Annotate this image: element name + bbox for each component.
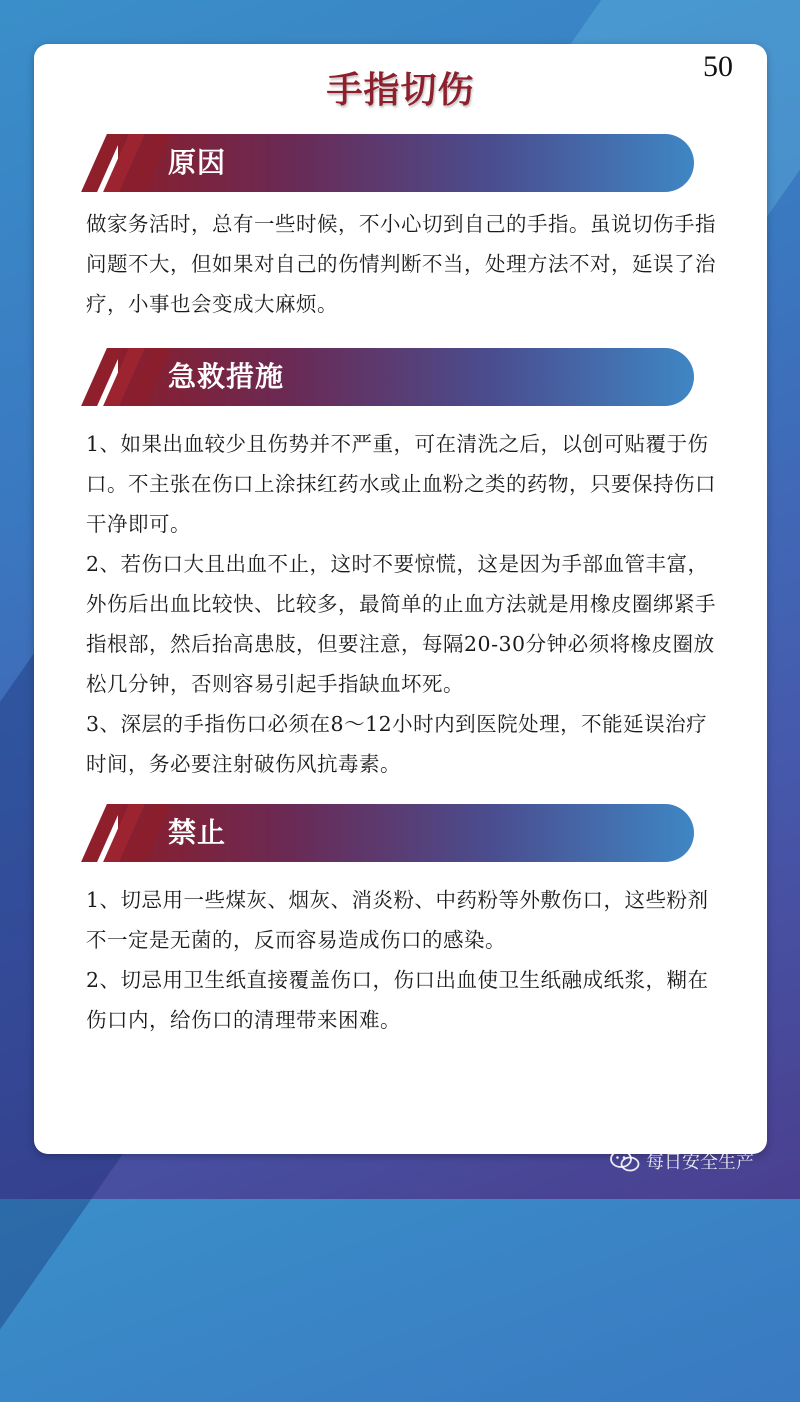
paragraph: 2、若伤口大且出血不止，这时不要惊慌，这是因为手部血管丰富，外伤后出血比较快、比较多，最简单的止血方法就是用橡皮圈绑紧手指根部，然后抬高患肢，但要注意，每隔20-30分钟必须将橡皮圈放松几分钟，否则容易引起手指缺血坏死。 <box>86 552 716 696</box>
section-heading: 急救措施 <box>168 360 285 393</box>
section-header-first-aid <box>82 348 694 406</box>
section-heading: 禁止 <box>168 816 227 849</box>
source-watermark <box>610 1148 754 1174</box>
wechat-icon <box>610 1149 640 1173</box>
paragraph: 2、切忌用卫生纸直接覆盖伤口，伤口出血使卫生纸融成纸浆，糊在伤口内，给伤口的清理带来困难。 <box>86 968 709 1032</box>
paragraph: 1、如果出血较少且伤势并不严重，可在清洗之后，以创可贴覆于伤口。不主张在伤口上涂抹红药水或止血粉之类的药物，只要保持伤口干净即可。 <box>86 432 716 536</box>
paragraph: 3、深层的手指伤口必须在8～12小时内到医院处理，不能延误治疗时间，务必要注射破伤风抗毒素。 <box>86 712 708 776</box>
section-header-prohibited <box>82 804 694 862</box>
page-title: 手指切伤 <box>326 70 475 111</box>
section-body-cause <box>86 204 726 324</box>
section-body-prohibited <box>86 880 726 1040</box>
paragraph: 做家务活时，总有一些时候，不小心切到自己的手指。虽说切伤手指问题不大，但如果对自己的伤情判断不当，处理方法不对，延误了治疗，小事也会变成大麻烦。 <box>86 212 716 316</box>
section-heading: 原因 <box>168 146 227 179</box>
watermark-text: 每日安全生产 <box>646 1152 754 1173</box>
section-header-cause <box>82 134 694 192</box>
paragraph: 1、切忌用一些煤灰、烟灰、消炎粉、中药粉等外敷伤口，这些粉剂不一定是无菌的，反而容易造成伤口的感染。 <box>86 888 709 952</box>
page-number: 50 <box>703 50 733 83</box>
content-card <box>34 44 767 1154</box>
section-body-first-aid <box>86 424 726 784</box>
